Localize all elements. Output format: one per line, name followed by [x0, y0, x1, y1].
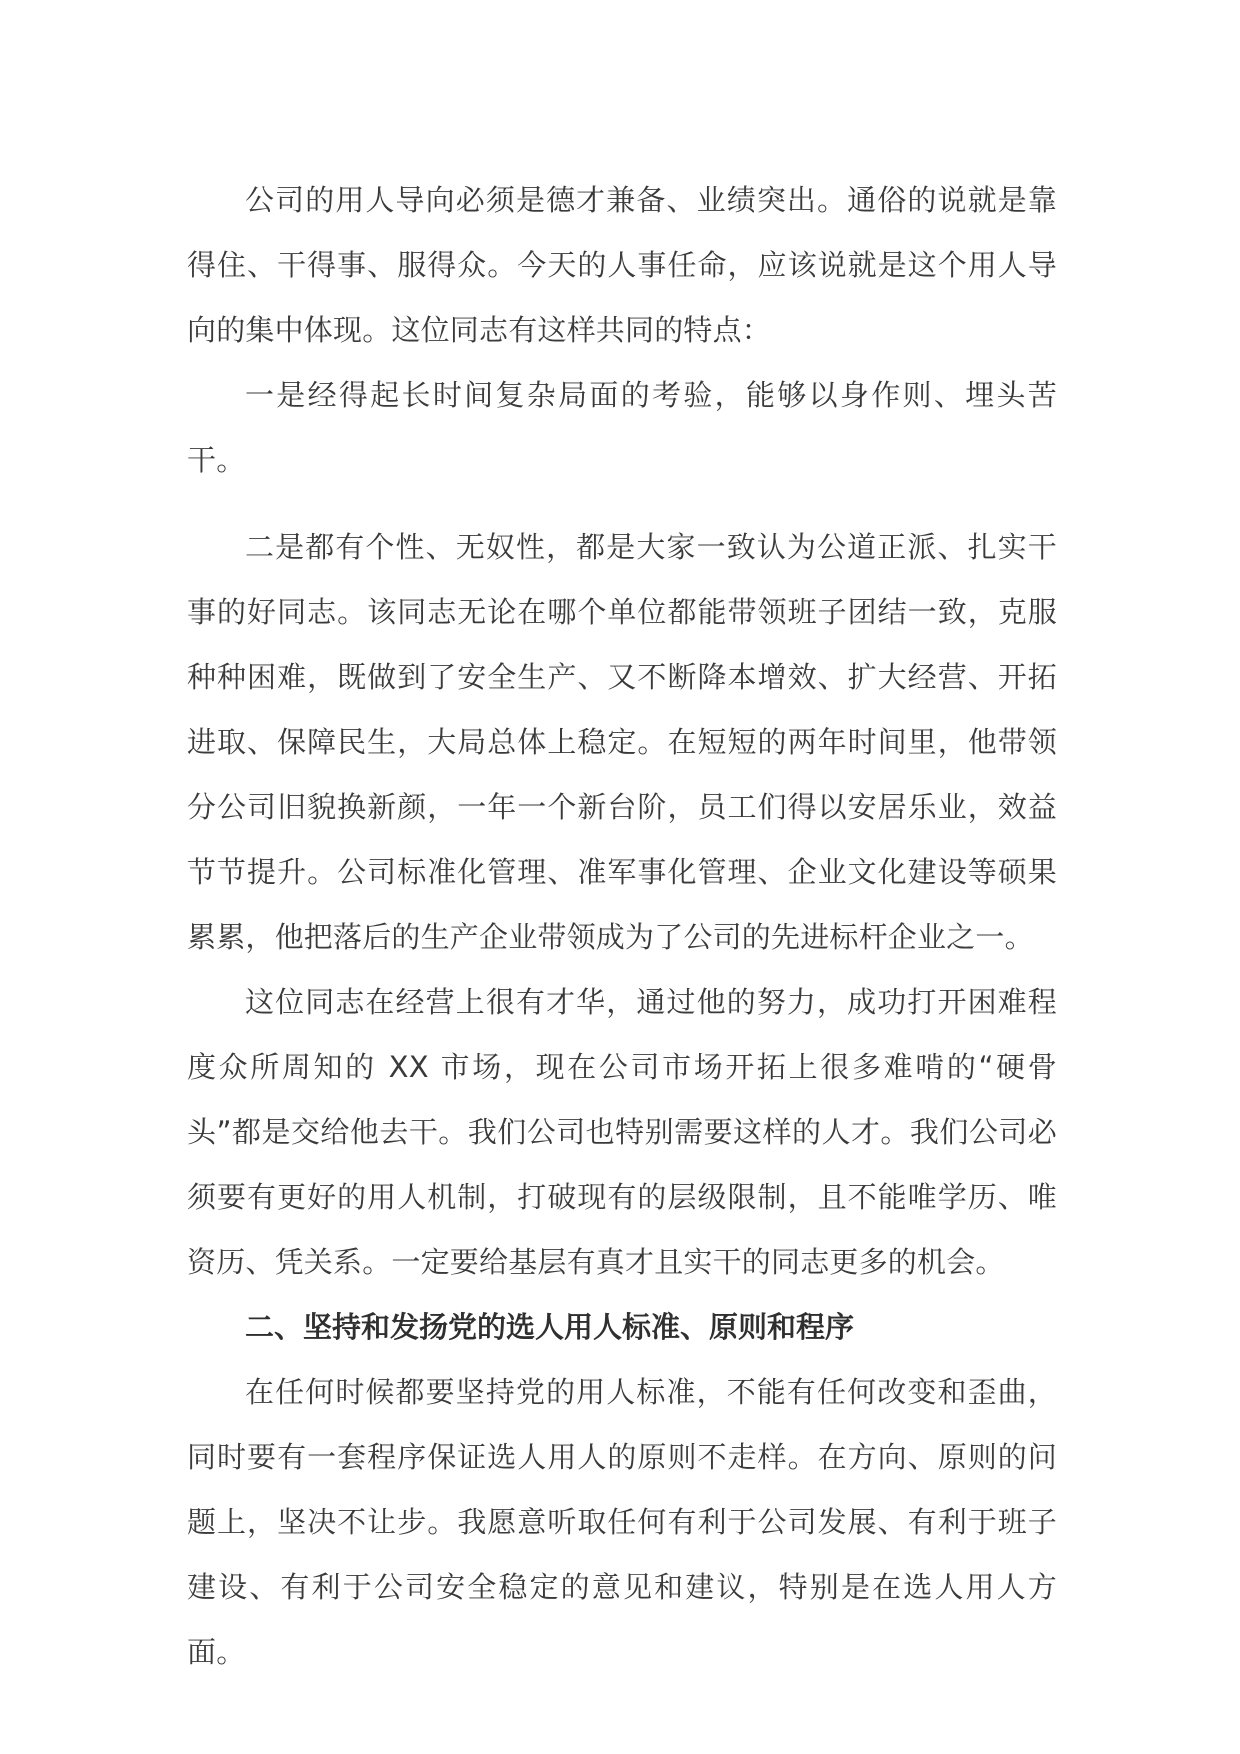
paragraph-party-standards: 在任何时候都要坚持党的用人标准，不能有任何改变和歪曲，同时要有一套程序保证选人用人的原则不走样。在方向、原则的问题上，坚决不让步。我愿意听取任何有利于公司发展、有利于班子建设、有利于公司安全稳定的意见和建议，特别是在选人用人方面。	[187, 1375, 1057, 1669]
paragraph-trait-one: 一是经得起长时间复杂局面的考验，能够以身作则、埋头苦干。	[187, 378, 1057, 477]
section-heading: 二、坚持和发扬党的选人用人标准、原则和程序	[245, 1310, 855, 1344]
document-body	[187, 168, 1057, 1685]
paragraph-business-talent: 这位同志在经营上很有才华，通过他的努力，成功打开困难程度众所周知的 XX 市场，现在公司市场开拓上很多难啃的“硬骨头”都是交给他去干。我们公司也特别需要这样的人才。我们公司必须要有更好的用人机制，打破现有的层级限制，且不能唯学历、唯资历、凭关系。一定要给基层有真才且实干的同志更多的机会。	[187, 985, 1057, 1279]
paragraph-trait-two: 二是都有个性、无奴性，都是大家一致认为公道正派、扎实干事的好同志。该同志无论在哪个单位都能带领班子团结一致，克服种种困难，既做到了安全生产、又不断降本增效、扩大经营、开拓进取、保障民生，大局总体上稳定。在短短的两年时间里，他带领分公司旧貌换新颜，一年一个新台阶，员工们得以安居乐业，效益节节提升。公司标准化管理、准军事化管理、企业文化建设等硕果累累，他把落后的生产企业带领成为了公司的先进标杆企业之一。	[187, 530, 1057, 954]
paragraph-employment-orientation: 公司的用人导向必须是德才兼备、业绩突出。通俗的说就是靠得住、干得事、服得众。今天的人事任命，应该说就是这个用人导向的集中体现。这位同志有这样共同的特点：	[187, 183, 1057, 347]
